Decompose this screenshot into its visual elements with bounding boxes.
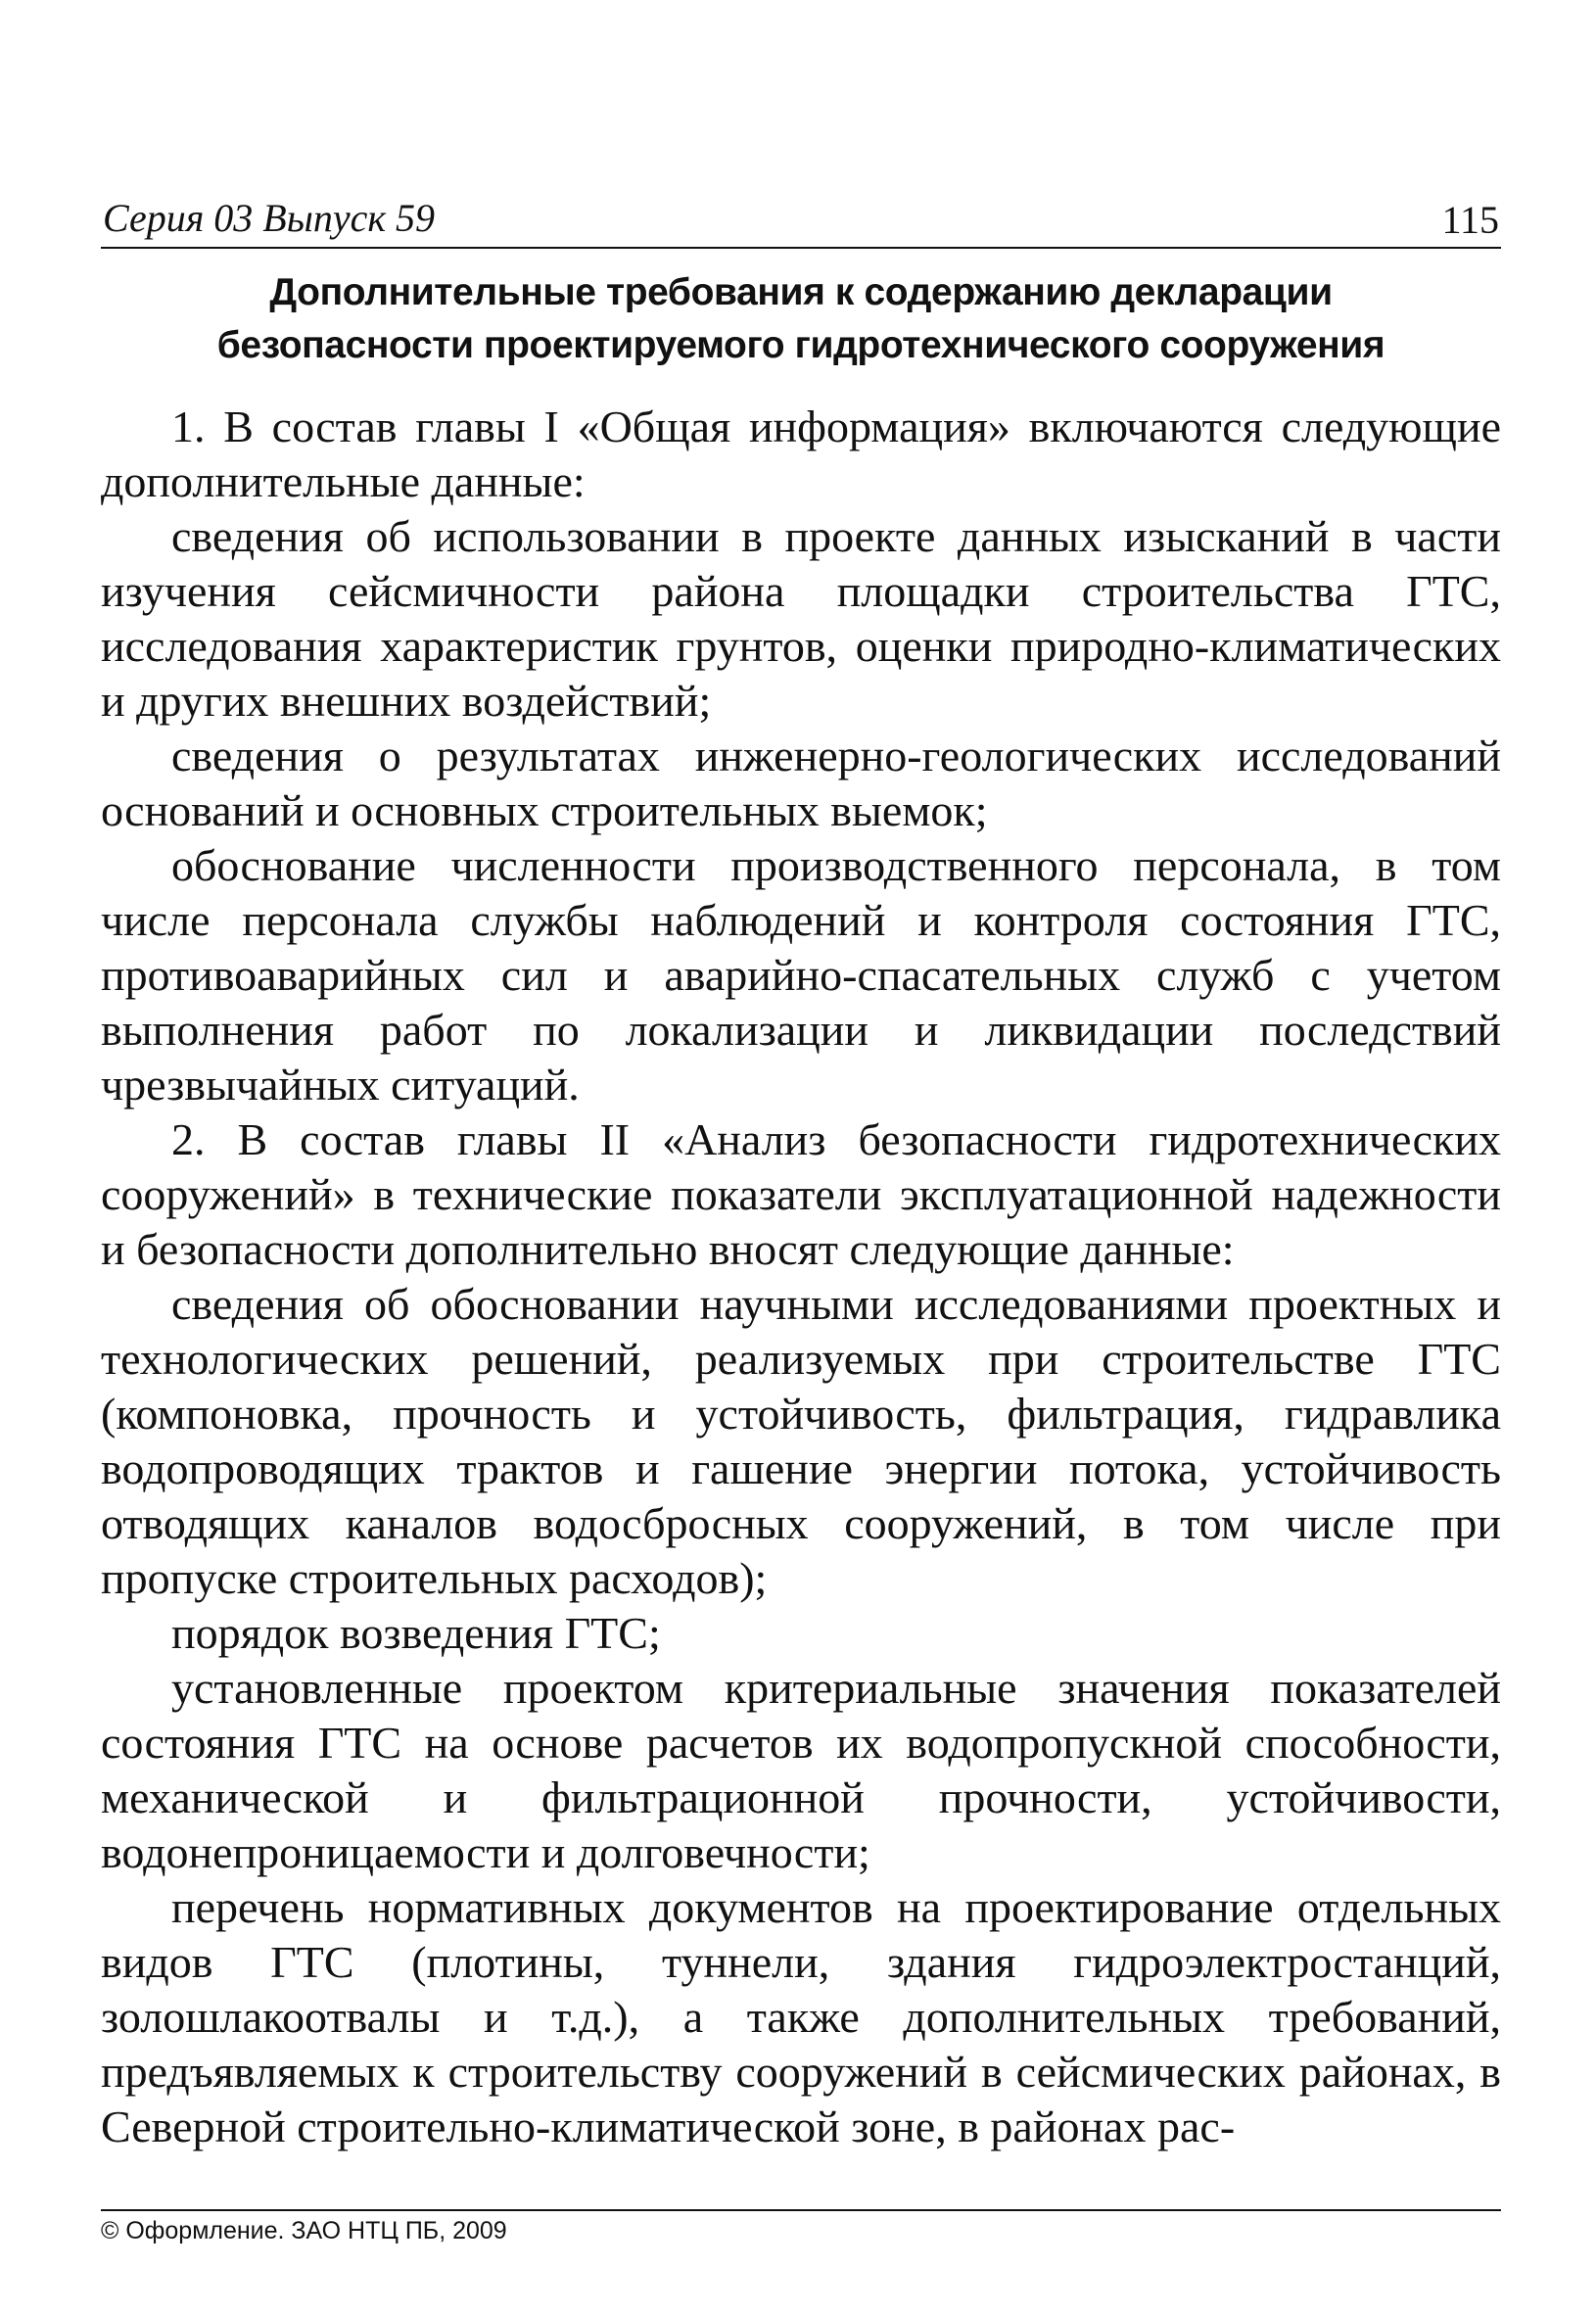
section-title xyxy=(101,266,1501,372)
paragraph: сведения о результатах инженерно-геологических исследований оснований и основных строительных выемок; xyxy=(101,731,1501,835)
section-title-line-2: безопасности проектируемого гидротехнического сооружения xyxy=(216,324,1385,366)
paragraph: обоснование численности производственного персонала, в том числе персонала службы наблюдений и контроля состояния ГТС, противоаварийных сил и аварийно-спасательных служб с учетом выполнения работ по локализации и ликвидации последствий чрезвычайных ситуаций. xyxy=(101,840,1501,1110)
paragraph: перечень нормативных документов на проектирование отдельных видов ГТС (плотины, туннели, здания гидроэлектростанций, золошлакоотвалы и т.д.), а также дополнительных требований, предъявляемых к строительству сооружений в сейсмических районах, в Северной строительно-климатической зоне, в районах рас- xyxy=(101,1882,1501,2151)
page-number: 115 xyxy=(1441,198,1499,242)
paragraph: 1. В состав главы I «Общая информация» включаются следующие дополнительные данные: xyxy=(101,401,1501,506)
section-title-line-1: Дополнительные требования к содержанию декларации xyxy=(269,271,1333,313)
series-label: Серия 03 Выпуск 59 xyxy=(103,196,436,240)
page xyxy=(101,192,1501,2154)
paragraph: порядок возведения ГТС; xyxy=(171,1608,661,1658)
running-header xyxy=(101,192,1501,249)
copyright-notice: © Оформление. ЗАО НТЦ ПБ, 2009 xyxy=(101,2217,507,2244)
paragraph: установленные проектом критериальные значения показателей состояния ГТС на основе расчетов их водопропускной способности, механической и фильтрационной прочности, устойчивости, водонепроницаемости и долговечности; xyxy=(101,1663,1501,1877)
paragraph: сведения об использовании в проекте данных изысканий в части изучения сейсмичности района площадки строительства ГТС, исследования характеристик грунтов, оценки природно-климатических и других внешних воздействий; xyxy=(101,511,1501,726)
body-text xyxy=(101,400,1501,2154)
paragraph: сведения об обосновании научными исследованиями проектных и технологических решений, реализуемых при строительстве ГТС (компоновка, прочность и устойчивость, фильтрация, гидравлика водопроводящих трактов и гашение энергии потока, устойчивость отводящих каналов водосбросных сооружений, в том числе при пропуске строительных расходов); xyxy=(101,1279,1501,1603)
paragraph: 2. В состав главы II «Анализ безопасности гидротехнических сооружений» в технические показатели эксплуатационной надежности и безопасности дополнительно вносят следующие данные: xyxy=(101,1114,1501,1274)
page-footer xyxy=(101,2209,1501,2245)
